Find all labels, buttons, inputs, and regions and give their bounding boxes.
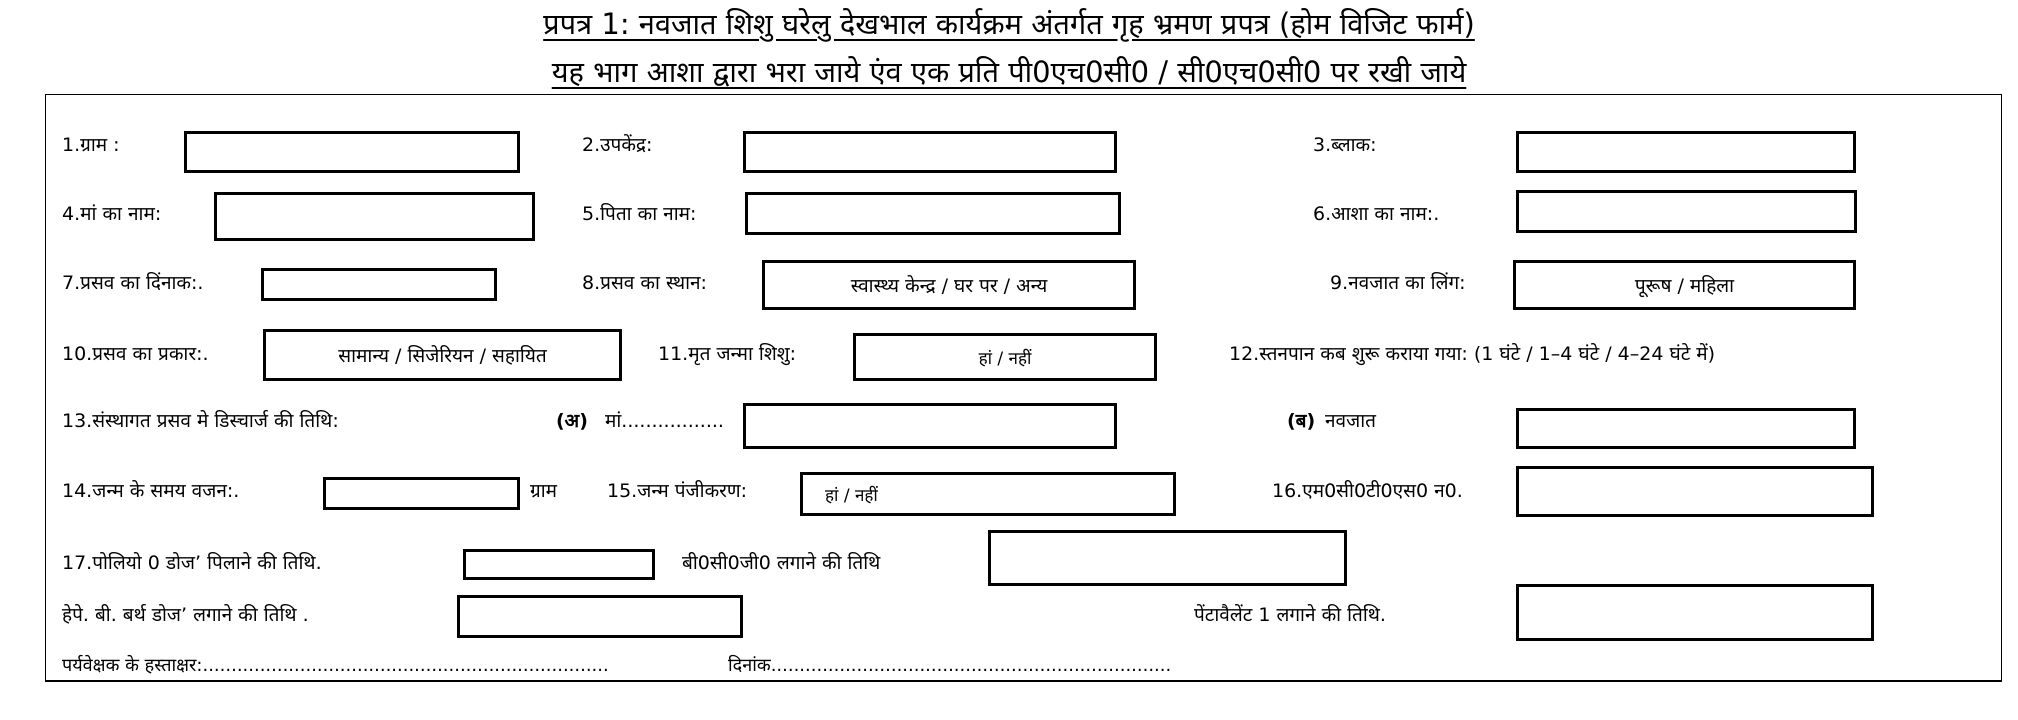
mcts-no-input[interactable] bbox=[1516, 466, 1874, 517]
father-name-input[interactable] bbox=[745, 192, 1121, 235]
pentavalent-date-input[interactable] bbox=[1516, 584, 1874, 641]
birth-weight-label: 14.जन्म के समय वजन:. bbox=[62, 480, 240, 502]
delivery-type-input[interactable]: सामान्य / सिजेरियन / सहायित bbox=[263, 329, 622, 381]
supervisor-signature-line: पर्यवेक्षक के हस्ताक्षर:....................................................................... bbox=[62, 655, 609, 676]
asha-name-label: 6.आशा का नाम:. bbox=[1313, 203, 1440, 225]
discharge-a-marker: (अ) bbox=[556, 410, 588, 432]
breastfeeding-label: 12.स्तनपान कब शुरू कराया गया: (1 घंटे / 1–4 घंटे / 4–24 घंटे में) bbox=[1229, 343, 1716, 365]
delivery-date-label: 7.प्रसव का दिंनाक:. bbox=[62, 272, 204, 294]
form-title: प्रपत्र 1: नवजात शिशु घरेलु देखभाल कार्यक्रम अंतर्गत गृह भ्रमण प्रपत्र (होम विजिट फार्म) bbox=[543, 7, 1475, 41]
newborn-sex-input[interactable]: पूरूष / महिला bbox=[1513, 260, 1856, 310]
asha-name-input[interactable] bbox=[1516, 190, 1857, 233]
block-input[interactable] bbox=[1516, 131, 1856, 173]
hepb-date-input[interactable] bbox=[457, 595, 743, 638]
polio-date-label: 17.पोलियो 0 डोज’ पिलाने की तिथि. bbox=[62, 552, 322, 574]
discharge-label: 13.संस्थागत प्रसव मे डिस्चार्ज की तिथि: bbox=[62, 410, 339, 432]
father-name-label: 5.पिता का नाम: bbox=[582, 203, 697, 225]
block-label: 3.ब्लाक: bbox=[1313, 134, 1377, 156]
birth-registration-input[interactable]: हां / नहीं bbox=[800, 472, 1176, 516]
date-line: दिनांक...................................................................... bbox=[728, 655, 1172, 676]
discharge-mother-label: मां................. bbox=[605, 410, 724, 432]
newborn-sex-label: 9.नवजात का लिंग: bbox=[1330, 272, 1466, 294]
discharge-newborn-input[interactable] bbox=[1516, 408, 1856, 449]
mcts-no-label: 16.एम0सी0टी0एस0 न0. bbox=[1272, 480, 1463, 502]
birth-registration-label: 15.जन्म पंजीकरण: bbox=[607, 480, 748, 502]
form-subtitle: यह भाग आशा द्वारा भरा जाये एंव एक प्रति पी0एच0सी0 / सी0एच0सी0 पर रखी जाये bbox=[551, 55, 1467, 89]
bcg-date-input[interactable] bbox=[988, 530, 1347, 586]
subcenter-input[interactable] bbox=[743, 131, 1117, 173]
delivery-date-input[interactable] bbox=[261, 268, 497, 301]
mother-name-input[interactable] bbox=[214, 192, 535, 241]
village-input[interactable] bbox=[184, 131, 520, 173]
stillborn-label: 11.मृत जन्मा शिशु: bbox=[658, 343, 797, 365]
stillborn-input[interactable]: हां / नहीं bbox=[853, 333, 1157, 381]
discharge-b-marker: (ब) bbox=[1287, 410, 1316, 432]
delivery-place-input[interactable]: स्वास्थ्य केन्द्र / घर पर / अन्य bbox=[762, 260, 1136, 310]
birth-weight-input[interactable] bbox=[323, 477, 520, 510]
birth-weight-unit: ग्राम bbox=[530, 480, 557, 502]
bcg-date-label: बी0सी0जी0 लगाने की तिथि bbox=[682, 552, 881, 574]
polio-date-input[interactable] bbox=[463, 549, 655, 580]
hepb-date-label: हेपे. बी. बर्थ डोज’ लगाने की तिथि . bbox=[62, 604, 309, 626]
discharge-newborn-label: नवजात bbox=[1325, 410, 1376, 432]
delivery-place-label: 8.प्रसव का स्थान: bbox=[582, 272, 707, 294]
delivery-type-label: 10.प्रसव का प्रकार:. bbox=[62, 343, 209, 365]
mother-name-label: 4.मां का नाम: bbox=[62, 203, 162, 225]
discharge-mother-input[interactable] bbox=[743, 403, 1117, 449]
subcenter-label: 2.उपकेंद्र: bbox=[582, 134, 653, 156]
village-label: 1.ग्राम : bbox=[62, 134, 120, 156]
pentavalent-date-label: पेंटावैलेंट 1 लगाने की तिथि. bbox=[1194, 604, 1386, 626]
